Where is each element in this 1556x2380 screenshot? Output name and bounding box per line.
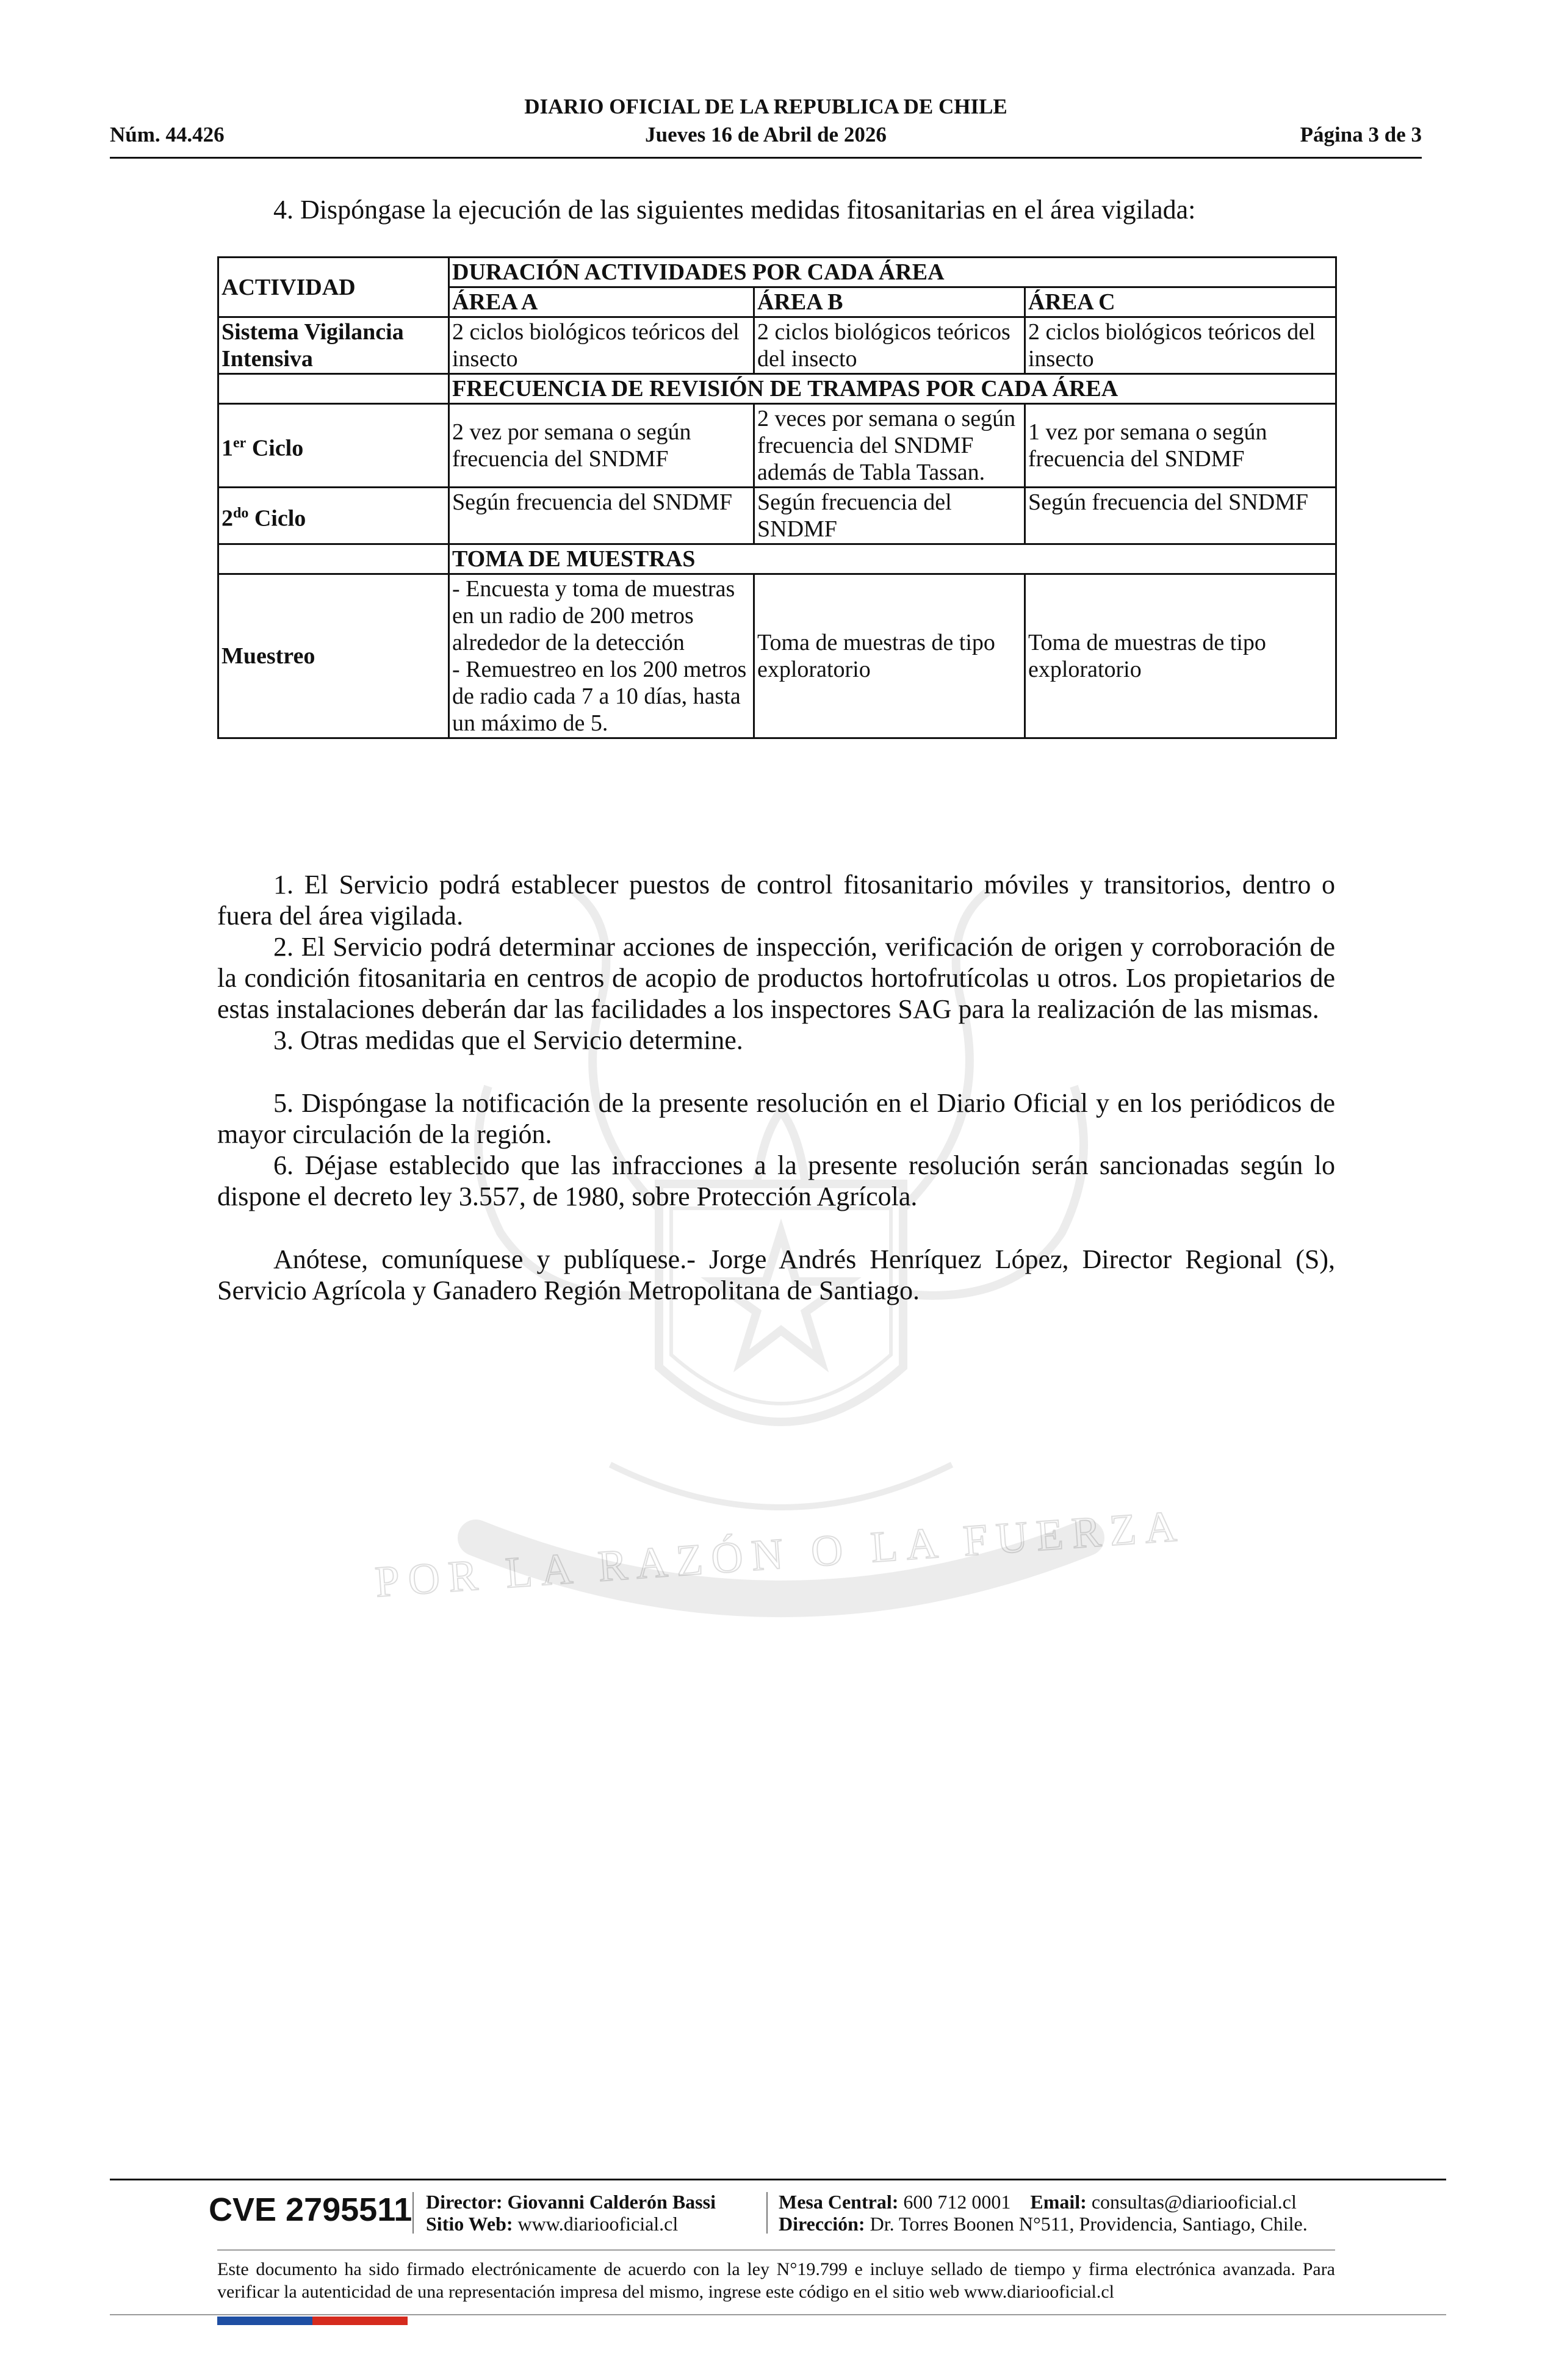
flag-stripe-blue: [217, 2317, 312, 2325]
table-row: [218, 317, 1336, 374]
table-row: [218, 544, 1336, 574]
table-cell: Toma de muestras de tipo exploratorio: [754, 574, 1025, 738]
page-indicator: Página 3 de 3: [1300, 123, 1422, 146]
table-cell: 2 ciclos biológicos teóricos del insecto: [1025, 317, 1336, 374]
issue-date: Jueves 16 de Abril de 2026: [645, 123, 887, 146]
closing-signature: Anótese, comuníquese y publíquese.- Jorge Andrés Henríquez López, Director Regional (S), Servicio Agrícola y Ganadero Región Metropolitana de Santiago.: [217, 1244, 1335, 1305]
footer-divider: [217, 2249, 1335, 2251]
flag-stripe-red: [312, 2317, 408, 2325]
table-row: [218, 488, 1336, 544]
table-cell: [449, 574, 754, 738]
activity-header: ACTIVIDAD: [218, 258, 449, 317]
empty-cell: [218, 374, 449, 404]
email-link[interactable]: consultas@diariooficial.cl: [1091, 2191, 1297, 2213]
address-text: Dr. Torres Boonen N°511, Providencia, Santiago, Chile.: [870, 2213, 1308, 2235]
area-a-header: ÁREA A: [449, 287, 754, 317]
legal-notice: Este documento ha sido firmado electrónicamente de acuerdo con la ley N°19.799 e incluye sellado de tiempo y firma electrónica avanzada. Para verificar la autenticidad de una representación impresa del mismo, ingrese este código en el sitio web www.diariooficial.cl: [217, 2259, 1335, 2302]
row-label: Muestreo: [218, 574, 449, 738]
row-label-text: Ciclo: [246, 435, 304, 461]
row-label: [218, 488, 449, 544]
phone-number: 600 712 0001: [903, 2191, 1011, 2213]
footer-divider: [110, 2179, 1446, 2180]
table-row: [218, 258, 1336, 287]
table-row: [218, 574, 1336, 738]
address-label: Dirección:: [779, 2213, 865, 2235]
paragraph: 5. Dispóngase la notificación de la presente resolución en el Diario Oficial y en los periódicos de mayor circulación de la región.: [217, 1088, 1335, 1149]
table-cell: 2 vez por semana o según frecuencia del SNDMF: [449, 404, 754, 488]
footer-separator: [412, 2192, 414, 2234]
paragraph: 3. Otras medidas que el Servicio determine.: [273, 1025, 743, 1055]
director-name: Giovanni Calderón Bassi: [507, 2191, 716, 2213]
table-cell: Toma de muestras de tipo exploratorio: [1025, 574, 1336, 738]
director-label: Director:: [426, 2191, 503, 2213]
table-cell: 2 ciclos biológicos teóricos del insecto: [754, 317, 1025, 374]
table-row: [218, 404, 1336, 488]
row-label-text: Ciclo: [248, 505, 306, 532]
cve-code: CVE 2795511: [209, 2191, 412, 2228]
table-cell: Según frecuencia del SNDMF: [754, 488, 1025, 544]
page-header: [110, 95, 1422, 156]
row-label-number: 1: [222, 435, 233, 461]
row-label-superscript: er: [233, 435, 247, 451]
paragraph: 6. Déjase establecido que las infracciones a la presente resolución serán sancionadas según lo dispone el decreto ley 3.557, de 1980, sobre Protección Agrícola.: [217, 1150, 1335, 1211]
footer-contact-block: [779, 2191, 1308, 2235]
paragraph: 1. El Servicio podrá establecer puestos de control fitosanitario móviles y transitorios, dentro o fuera del área vigilada.: [217, 870, 1335, 931]
email-label: Email:: [1030, 2191, 1087, 2213]
measures-table: [217, 256, 1337, 739]
paragraph: 2. El Servicio podrá determinar acciones de inspección, verificación de origen y corroboración de la condición fitosanitaria en centros de acopio de productos hortofrutícolas u otros. Los propietarios de estas instalaciones deberán dar las facilidades a los inspectores SAG para la realización de las mismas.: [217, 932, 1335, 1024]
row-label-superscript: do: [233, 505, 249, 521]
table-cell: Según frecuencia del SNDMF: [449, 488, 754, 544]
frequency-header: FRECUENCIA DE REVISIÓN DE TRAMPAS POR CADA ÁREA: [449, 374, 1336, 404]
sampling-item: - Encuesta y toma de muestras en un radio de 200 metros alrededor de la detección: [452, 576, 735, 655]
table-row: [218, 374, 1336, 404]
footer-divider: [110, 2314, 1446, 2315]
website-label: Sitio Web:: [426, 2213, 513, 2235]
motto-text: POR LA RAZÓN O LA FUERZA: [373, 1501, 1187, 1607]
area-b-header: ÁREA B: [754, 287, 1025, 317]
row-label: [218, 404, 449, 488]
table-cell: Según frecuencia del SNDMF: [1025, 488, 1336, 544]
table-cell: 2 ciclos biológicos teóricos del insecto: [449, 317, 754, 374]
newspaper-title: DIARIO OFICIAL DE LA REPUBLICA DE CHILE: [524, 95, 1007, 118]
duration-header: DURACIÓN ACTIVIDADES POR CADA ÁREA: [449, 258, 1336, 287]
table-cell: 1 vez por semana o según frecuencia del SNDMF: [1025, 404, 1336, 488]
sampling-item: - Remuestreo en los 200 metros de radio cada 7 a 10 días, hasta un máximo de 5.: [452, 657, 747, 736]
phone-label: Mesa Central:: [779, 2191, 899, 2213]
footer-director-block: [426, 2191, 716, 2235]
row-label: Sistema Vigilancia Intensiva: [218, 317, 449, 374]
website-link[interactable]: www.diariooficial.cl: [517, 2213, 679, 2235]
intro-paragraph: 4. Dispóngase la ejecución de las siguientes medidas fitosanitarias en el área vigilada:: [273, 195, 1196, 225]
resolution-body: [217, 869, 1335, 1306]
empty-cell: [218, 544, 449, 574]
row-label-number: 2: [222, 505, 233, 532]
area-c-header: ÁREA C: [1025, 287, 1336, 317]
footer-separator: [766, 2192, 768, 2234]
sampling-header: TOMA DE MUESTRAS: [449, 544, 1336, 574]
header-divider: [110, 157, 1422, 159]
table-cell: 2 veces por semana o según frecuencia del SNDMF además de Tabla Tassan.: [754, 404, 1025, 488]
issue-number: Núm. 44.426: [110, 123, 225, 146]
